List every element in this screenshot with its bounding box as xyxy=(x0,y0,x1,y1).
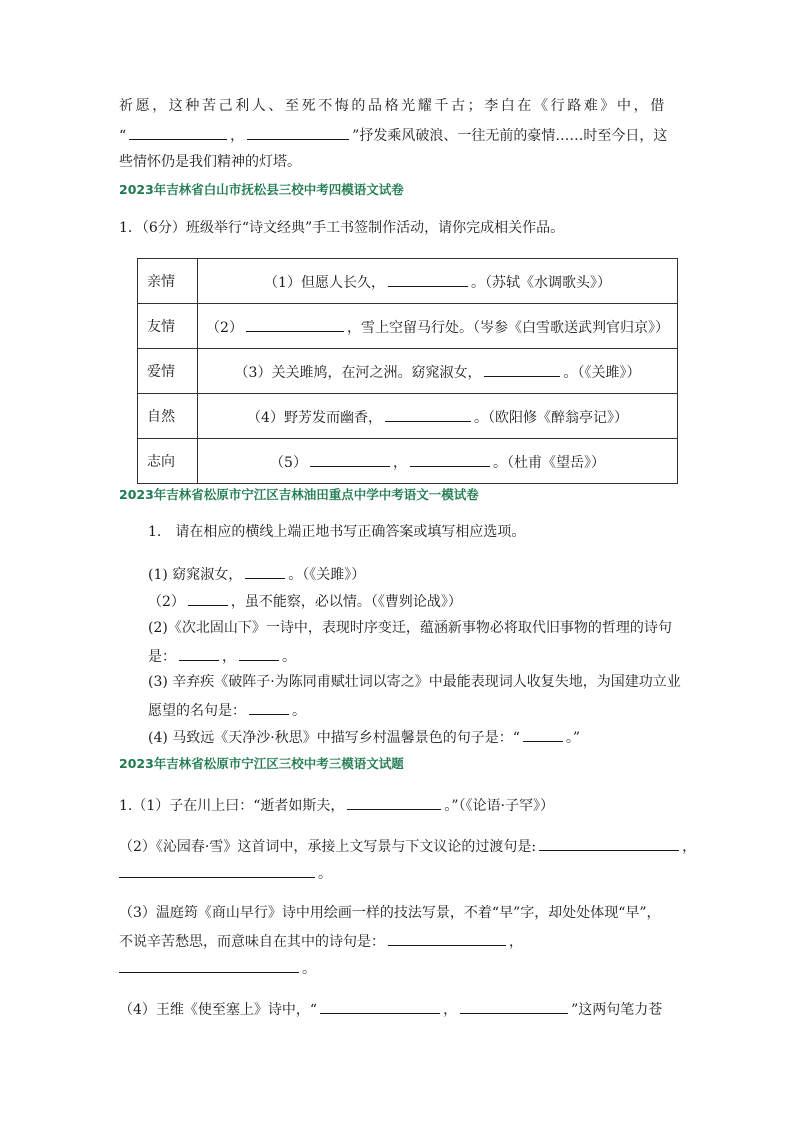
prompt-text: （2） xyxy=(148,594,185,610)
source-text: ，雪上空留马行处。（岑参《白雪歌送武判官归京》） xyxy=(346,319,669,336)
category-cell: 自然 xyxy=(138,394,198,439)
prompt-text: （3）关关雎鸠，在河之洲。窈窕淑女， xyxy=(234,364,482,381)
prompt-text: 是： xyxy=(148,649,176,665)
answer-blank[interactable] xyxy=(388,930,506,946)
answer-blank[interactable] xyxy=(320,998,440,1014)
table-row xyxy=(138,259,678,304)
answer-blank[interactable] xyxy=(484,361,560,377)
question-3-item-3-cont xyxy=(119,930,523,952)
content-cell xyxy=(198,349,678,394)
quote-open: “ xyxy=(119,128,127,144)
source-text: 。（《关雎》） xyxy=(563,364,641,381)
content-cell xyxy=(198,394,678,439)
answer-blank[interactable] xyxy=(523,726,563,742)
prompt-text: 1.（1）子在川上曰：“逝者如斯夫， xyxy=(119,798,345,814)
answer-blank[interactable] xyxy=(410,451,490,467)
section-heading-1: 2023年吉林省白山市抚松县三校中考四模语文试卷 xyxy=(119,182,404,197)
poem-table xyxy=(137,258,678,484)
comma: ， xyxy=(222,649,236,665)
source-text: 。（《关雎》） xyxy=(288,567,366,583)
question-2-item-2 xyxy=(148,590,462,612)
comma: ， xyxy=(443,1002,458,1018)
question-2-item-4: (3) 辛弃疾《破阵子·为陈同甫赋壮词以寄之》中最能表现词人收复失地，为国建功立业 xyxy=(148,674,681,690)
answer-blank[interactable] xyxy=(188,590,228,606)
question-3-item-4 xyxy=(119,998,662,1020)
intro-line-1: 祈愿，这种苦己利人、至死不悔的品格光耀千古；李白在《行路难》中，借 xyxy=(119,98,667,114)
period: 。” xyxy=(565,730,581,746)
answer-blank[interactable] xyxy=(245,563,285,579)
source-text: 。（苏轼《水调歌头》） xyxy=(470,274,611,291)
prompt-text: （1）但愿人长久， xyxy=(264,274,385,291)
table-row xyxy=(138,349,678,394)
content-cell xyxy=(198,439,678,484)
question-2-item-3-cont xyxy=(148,645,296,667)
question-2-item-3: (2)《次北固山下》一诗中，表现时序变迁，蕴涵新事物必将取代旧事物的哲理的诗句 xyxy=(148,620,672,636)
period: 。 xyxy=(292,703,306,719)
period: 。 xyxy=(302,961,316,977)
question-3-item-3-cont2 xyxy=(119,957,316,979)
answer-blank[interactable] xyxy=(539,835,679,851)
prompt-text: （4）野芳发而幽香， xyxy=(247,409,382,426)
table-row xyxy=(138,439,678,484)
intro-line-2-text: ”抒发乘风破浪、一往无前的豪情……时至今日，这 xyxy=(352,128,668,144)
period: 。 xyxy=(318,866,332,882)
answer-blank[interactable] xyxy=(347,794,441,810)
comma: ， xyxy=(509,934,523,950)
table-row xyxy=(138,394,678,439)
question-3-item-3: （3）温庭筠《商山早行》诗中用绘画一样的技法写景，不着“早”字，却处处体现“早”， xyxy=(119,905,661,921)
prompt-text: (4) 马致远《天净沙·秋思》中描写乡村温馨景色的句子是：“ xyxy=(148,730,520,746)
answer-blank[interactable] xyxy=(246,316,344,332)
question-2-item-4-cont xyxy=(148,699,306,721)
answer-blank[interactable] xyxy=(129,124,227,140)
answer-blank[interactable] xyxy=(310,451,390,467)
source-text: ，虽不能察，必以情。（《曹刿论战》） xyxy=(230,594,462,610)
answer-blank[interactable] xyxy=(460,998,568,1014)
prompt-text: 不说辛苦愁思，而意味自在其中的诗句是： xyxy=(119,934,385,950)
question-2-item-1 xyxy=(148,563,365,585)
prompt-text: （2） xyxy=(206,319,243,336)
prompt-text: (1) 窈窕淑女， xyxy=(148,567,243,583)
comma: ， xyxy=(392,454,407,471)
source-text: 。（杜甫《望岳》） xyxy=(492,454,605,471)
question-3-item-2-cont xyxy=(119,862,332,884)
category-cell: 友情 xyxy=(138,304,198,349)
comma: ， xyxy=(682,839,697,855)
answer-blank[interactable] xyxy=(239,645,279,661)
prompt-text: （5） xyxy=(270,454,307,471)
prompt-text: （4）王维《使至塞上》诗中，“ xyxy=(119,1002,318,1018)
question-1-text: 1．（6分）班级举行“诗文经典”手工书签制作活动，请你完成相关作品。 xyxy=(119,220,565,236)
content-cell xyxy=(198,259,678,304)
comma: ， xyxy=(230,128,245,144)
content-cell xyxy=(198,304,678,349)
intro-line-2 xyxy=(119,124,667,146)
answer-blank[interactable] xyxy=(249,699,289,715)
intro-line-3: 些情怀仍是我们精神的灯塔。 xyxy=(119,154,301,170)
question-3-item-2 xyxy=(119,835,696,857)
answer-blank[interactable] xyxy=(119,957,299,973)
prompt-text: 愿望的名句是： xyxy=(148,703,246,719)
prompt-text: ”这两句笔力苍 xyxy=(571,1002,663,1018)
answer-blank[interactable] xyxy=(179,645,219,661)
question-2-text: 1. 请在相应的横线上端正地书写正确答案或填写相应选项。 xyxy=(148,524,526,540)
table-row xyxy=(138,304,678,349)
section-heading-2: 2023年吉林省松原市宁江区吉林油田重点中学中考语文一模试卷 xyxy=(119,487,479,502)
question-2-item-5 xyxy=(148,726,580,748)
question-3-item-1 xyxy=(119,794,554,816)
source-text: 。（欧阳修《醉翁亭记》） xyxy=(473,409,628,426)
answer-blank[interactable] xyxy=(247,124,349,140)
category-cell: 志向 xyxy=(138,439,198,484)
section-heading-3: 2023年吉林省松原市宁江区三校中考三模语文试题 xyxy=(119,756,404,771)
category-cell: 爱情 xyxy=(138,349,198,394)
answer-blank[interactable] xyxy=(388,271,468,287)
category-cell: 亲情 xyxy=(138,259,198,304)
answer-blank[interactable] xyxy=(119,862,315,878)
prompt-text: （2）《沁园春·雪》这首词中，承接上文写景与下文议论的过渡句是: xyxy=(119,839,537,855)
source-text: 。”（《论语·子罕》） xyxy=(444,798,555,814)
answer-blank[interactable] xyxy=(385,406,471,422)
period: 。 xyxy=(282,649,296,665)
